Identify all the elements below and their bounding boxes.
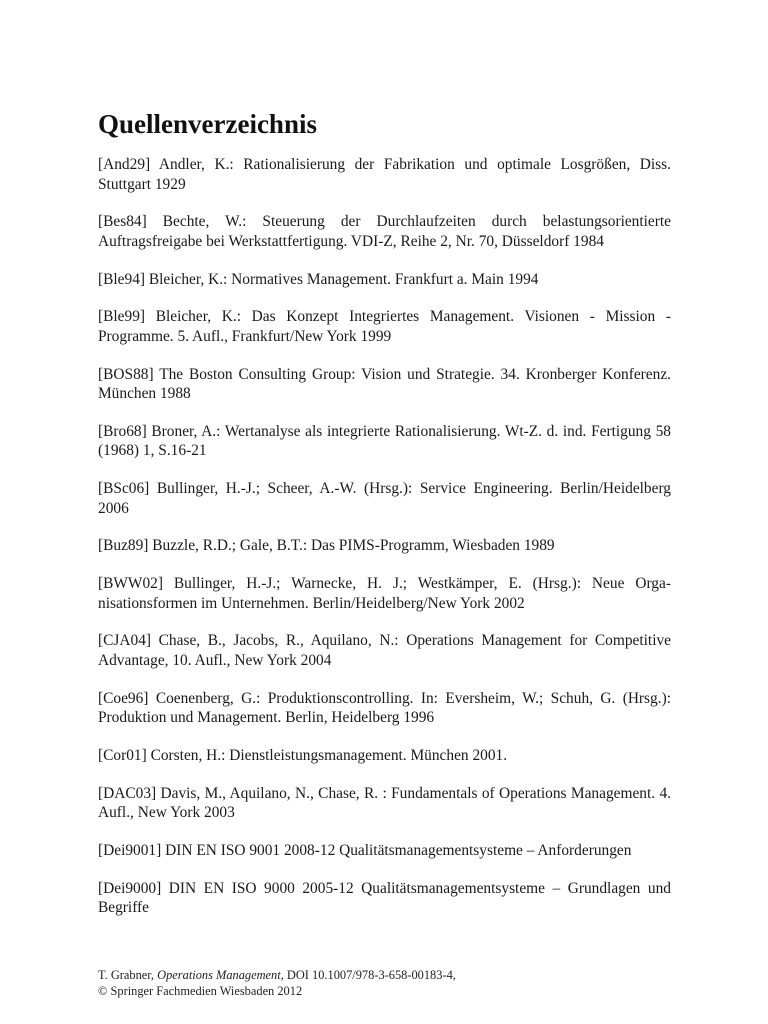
reference-text: Corsten, H.: Dienstleistungsmanagement. München 2001. (150, 746, 508, 764)
reference-entry (98, 270, 671, 290)
reference-entry (98, 574, 671, 613)
reference-entry (98, 631, 671, 670)
reference-text: Bullinger, H.-J.; Warnecke, H. J.; Westkämper, E. (Hrsg.): Neue Organisationsformen im Unternehmen. Berlin/Heidelberg/New York 2002 (98, 575, 671, 612)
reference-text: Davis, M., Aquilano, N., Chase, R. : Fundamentals of Operations Management. 4. Aufl., New York 2003 (98, 784, 671, 822)
reference-text: Buzzle, R.D.; Gale, B.T.: Das PIMS-Programm, Wiesbaden 1989 (152, 537, 555, 555)
reference-entry (98, 422, 671, 461)
reference-text: The Boston Consulting Group: Vision und Strategie. 34. Kronberger Konferenz. München 1988 (98, 365, 671, 403)
reference-key: [Bro68] (98, 422, 147, 440)
reference-entry (98, 155, 671, 194)
reference-text: Coenenberg, G.: Produktionscontrolling. In: Eversheim, W.; Schuh, G. (Hrsg.): Produktion und Management. Berlin, Heidelberg 1996 (98, 689, 671, 727)
reference-entry (98, 879, 671, 918)
reference-key: [Dei9000] (98, 879, 162, 897)
reference-entry (98, 307, 671, 346)
reference-key: [Coe96] (98, 689, 149, 707)
reference-text: Chase, B., Jacobs, R., Aquilano, N.: Operations Management for Competitive Advantage, 10. Aufl., New York 2004 (98, 632, 671, 669)
reference-entry (98, 536, 671, 556)
reference-key: [Cor01] (98, 746, 147, 764)
reference-text: Bullinger, H.-J.; Scheer, A.-W. (Hrsg.): Service Engineering. Berlin/Heidelberg 2006 (98, 480, 671, 517)
reference-entry (98, 212, 671, 251)
citation-line (98, 967, 456, 983)
footer-doi: , DOI 10.1007/978-3-658-00183-4, (280, 968, 456, 982)
reference-key: [Bes84] (98, 213, 147, 231)
reference-entry (98, 746, 671, 766)
reference-key: [Ble94] (98, 270, 146, 288)
reference-entry (98, 365, 671, 404)
reference-key: [BSc06] (98, 480, 150, 498)
reference-text: Broner, A.: Wertanalyse als integrierte Rationalisierung. Wt-Z. d. ind. Fertigung 58 (1968) 1, S.16-21 (98, 422, 671, 460)
reference-key: [Buz89] (98, 537, 149, 555)
reference-entry (98, 479, 671, 518)
page-footer (98, 967, 456, 999)
reference-list (98, 155, 671, 936)
reference-key: [BOS88] (98, 365, 154, 383)
reference-entry (98, 841, 671, 861)
reference-key: [And29] (98, 156, 151, 173)
reference-key: [BWW02] (98, 575, 163, 593)
reference-key: [CJA04] (98, 632, 152, 650)
reference-text: Andler, K.: Rationalisierung der Fabrikation und optimale Losgrößen, Diss. Stuttgart 1929 (98, 156, 672, 193)
reference-key: [Dei9001] (98, 841, 162, 859)
reference-text: DIN EN ISO 9000 2005-12 Qualitätsmanagementsysteme – Grundlagen und Begriffe (98, 879, 671, 917)
copyright-line: © Springer Fachmedien Wiesbaden 2012 (98, 984, 303, 998)
reference-entry (98, 784, 671, 823)
reference-key: [Ble99] (98, 308, 146, 326)
reference-text: Bechte, W.: Steuerung der Durchlaufzeiten durch belastungsorientierte Auftragsfreigabe bei Werkstattfertigung. VDI-Z, Reihe 2, Nr. 70, Düsseldorf 1984 (98, 213, 671, 250)
reference-text: DIN EN ISO 9001 2008-12 Qualitätsmanagementsysteme – Anforderungen (165, 841, 632, 859)
reference-text: Bleicher, K.: Das Konzept Integriertes Management. Visionen - Mission - Programme. 5. Aufl., Frankfurt/New York 1999 (98, 308, 671, 345)
footer-book-title: Operations Management (157, 968, 281, 982)
page-title: Quellenverzeichnis (98, 109, 317, 139)
reference-entry (98, 689, 671, 728)
footer-author: T. Grabner, (98, 968, 155, 982)
reference-text: Bleicher, K.: Normatives Management. Frankfurt a. Main 1994 (148, 270, 539, 288)
reference-key: [DAC03] (98, 784, 157, 802)
